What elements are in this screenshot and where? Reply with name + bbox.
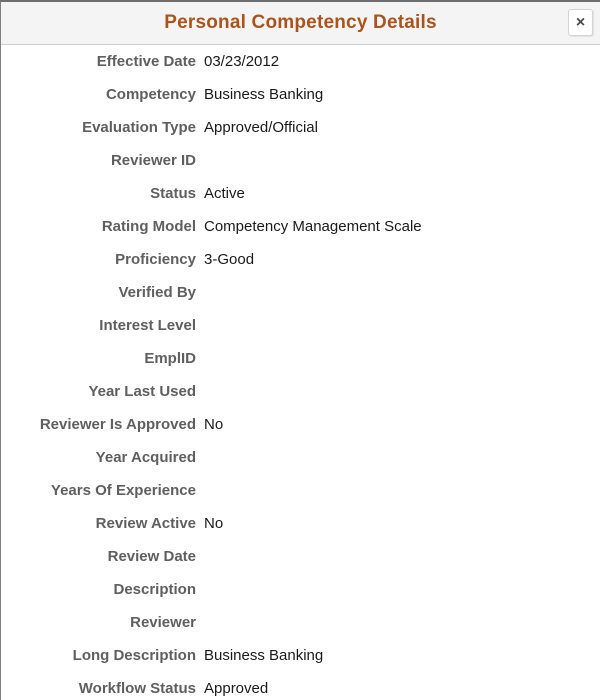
field-row	[1, 540, 600, 573]
field-row	[1, 309, 600, 342]
modal-header	[1, 2, 600, 45]
field-label: Reviewer	[130, 614, 196, 631]
field-label: Long Description	[72, 647, 196, 664]
field-label: Reviewer ID	[110, 152, 196, 169]
field-row	[1, 441, 600, 474]
field-row	[1, 45, 600, 78]
field-row	[1, 672, 600, 700]
field-row	[1, 210, 600, 243]
field-row	[1, 276, 600, 309]
field-label: Interest Level	[99, 317, 196, 334]
field-row	[1, 606, 600, 639]
field-label: Evaluation Type	[82, 119, 196, 136]
field-label: Effective Date	[96, 53, 196, 70]
field-label: Review Date	[107, 548, 196, 565]
field-label: Reviewer Is Approved	[39, 416, 196, 433]
field-label: Year Acquired	[95, 449, 196, 466]
field-label: Years Of Experience	[50, 482, 196, 499]
field-label: Year Last Used	[88, 383, 196, 400]
field-row	[1, 111, 600, 144]
field-row	[1, 507, 600, 540]
field-value: No	[204, 515, 224, 532]
field-label: Verified By	[118, 284, 196, 301]
field-row	[1, 408, 600, 441]
field-row	[1, 144, 600, 177]
field-value: Competency Management Scale	[204, 218, 422, 235]
field-label: Rating Model	[101, 218, 196, 235]
field-row	[1, 639, 600, 672]
field-list	[1, 45, 600, 700]
field-label: Proficiency	[115, 251, 196, 268]
field-label: Review Active	[95, 515, 196, 532]
field-row	[1, 78, 600, 111]
field-label: Competency	[105, 86, 196, 103]
field-row	[1, 375, 600, 408]
field-value: 03/23/2012	[204, 53, 280, 70]
field-row	[1, 474, 600, 507]
field-value: Active	[204, 185, 245, 202]
field-row	[1, 573, 600, 606]
field-row	[1, 177, 600, 210]
field-row	[1, 342, 600, 375]
field-value: Business Banking	[204, 647, 324, 664]
field-label: Status	[150, 185, 196, 202]
field-row	[1, 243, 600, 276]
field-label: Description	[113, 581, 196, 598]
field-value: Business Banking	[204, 86, 324, 103]
field-value: No	[204, 416, 224, 433]
field-value: 3-Good	[204, 251, 255, 268]
field-label: Workflow Status	[78, 680, 196, 697]
field-value: Approved/Official	[204, 119, 318, 136]
field-label: EmplID	[144, 350, 196, 367]
field-value: Approved	[204, 680, 269, 697]
close-icon[interactable]: ×	[568, 9, 593, 36]
page-title: Personal Competency Details	[164, 12, 437, 33]
